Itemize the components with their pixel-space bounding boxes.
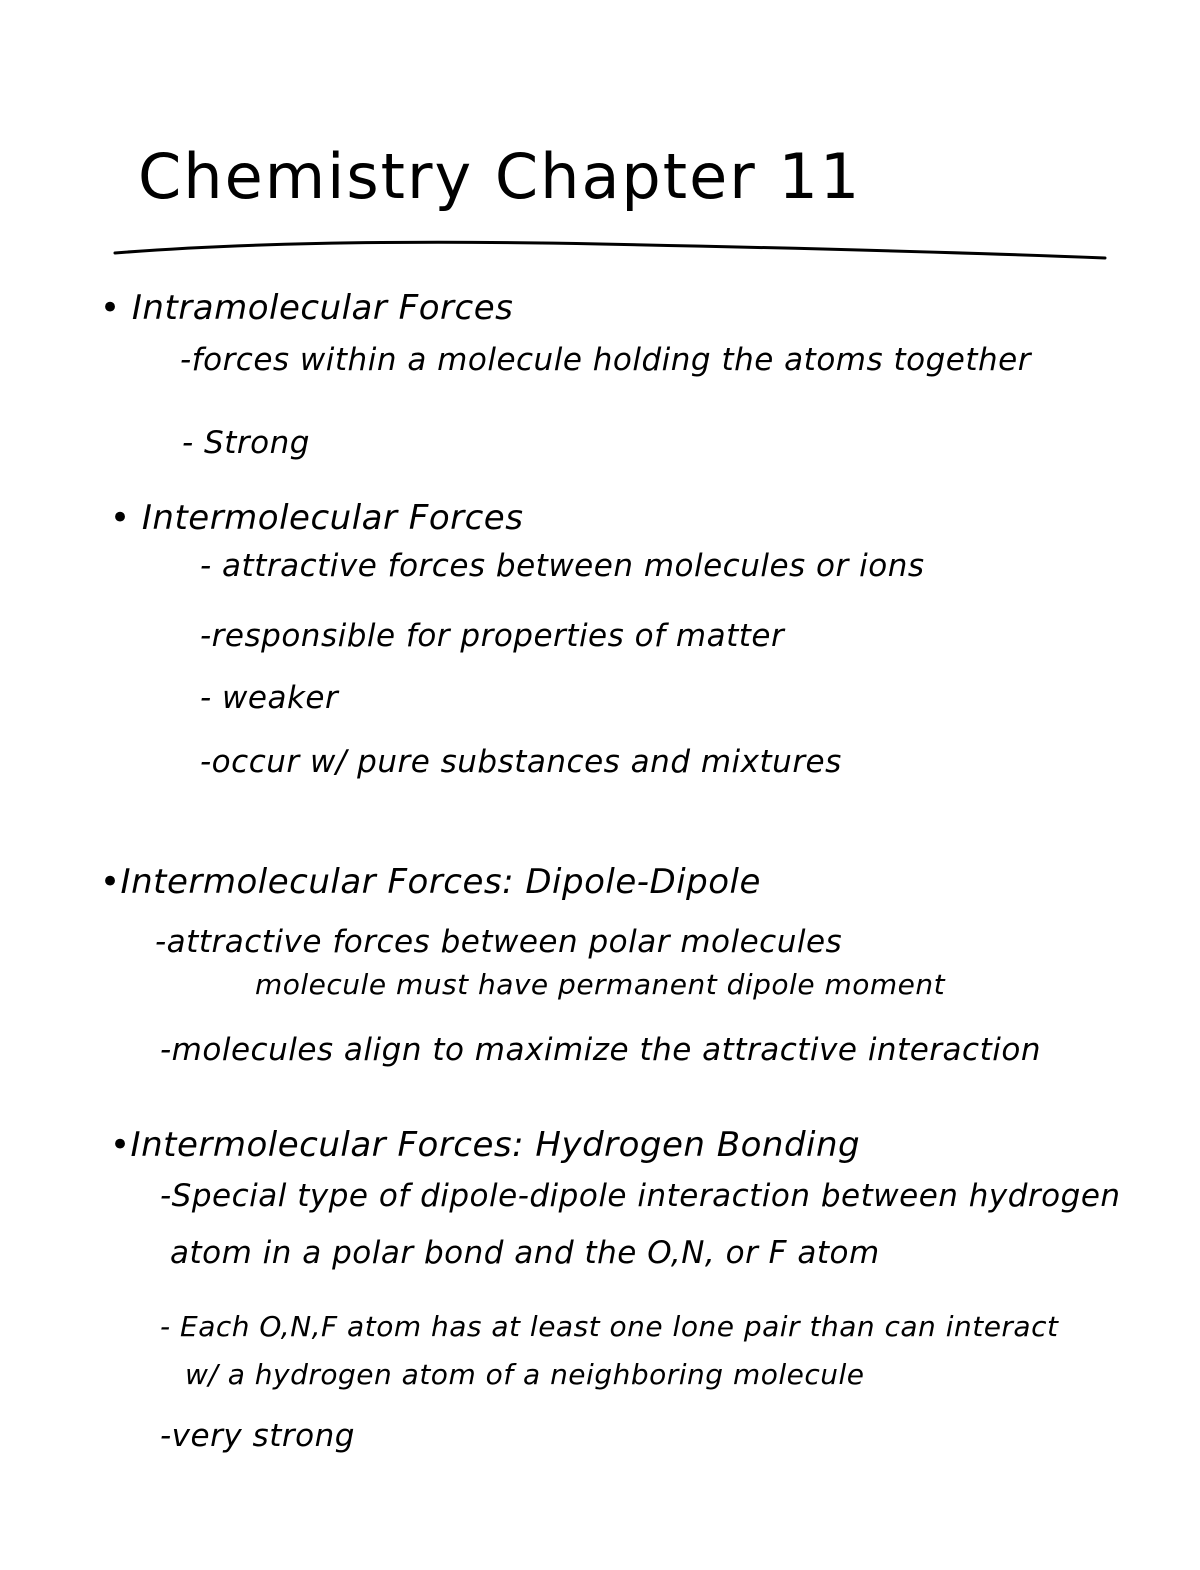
list-item: -Special type of dipole-dipole interaction between hydrogen bbox=[160, 1178, 1121, 1214]
list-item: - attractive forces between molecules or ions bbox=[200, 548, 925, 584]
list-item: -attractive forces between polar molecules bbox=[155, 924, 843, 960]
list-item: -responsible for properties of matter bbox=[200, 618, 785, 654]
list-item: -molecules align to maximize the attractive interaction bbox=[160, 1032, 1041, 1068]
list-item: - weaker bbox=[200, 680, 339, 716]
list-item-continuation: atom in a polar bond and the O,N, or F atom bbox=[170, 1235, 880, 1271]
list-item: -forces within a molecule holding the atoms together bbox=[180, 342, 1031, 378]
list-item-subnote: molecule must have permanent dipole moment bbox=[255, 968, 946, 1001]
section-heading-intermolecular: • Intermolecular Forces bbox=[110, 498, 524, 538]
section-heading-intramolecular: • Intramolecular Forces bbox=[100, 288, 514, 328]
section-heading-hydrogen-bonding: •Intermolecular Forces: Hydrogen Bonding bbox=[110, 1125, 861, 1165]
list-item: - Each O,N,F atom has at least one lone pair than can interact bbox=[160, 1310, 1059, 1343]
page-title: Chemistry Chapter 11 bbox=[138, 140, 862, 213]
list-item: - Strong bbox=[182, 425, 310, 461]
list-item-continuation: w/ a hydrogen atom of a neighboring molecule bbox=[185, 1358, 865, 1391]
list-item: -very strong bbox=[160, 1418, 355, 1454]
list-item: -occur w/ pure substances and mixtures bbox=[200, 744, 842, 780]
section-heading-dipole-dipole: •Intermolecular Forces: Dipole-Dipole bbox=[100, 862, 761, 902]
